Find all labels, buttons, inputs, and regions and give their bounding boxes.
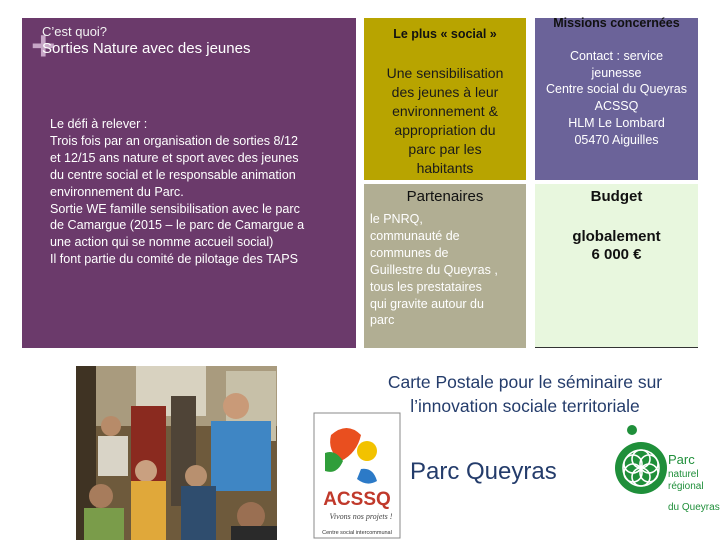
budget-amount: 6 000 € [591,246,642,263]
contact-line: Contact : service [569,49,664,63]
pnr-line3: régional [668,481,704,492]
partenaire-line: communes de [370,245,449,260]
partenaire-line: communauté de [370,228,460,243]
pnr-queyras-logo [608,420,720,520]
partenaire-line: Guillestre du Queyras , [370,262,498,277]
social-line: habitants [416,160,474,176]
contact-line: jeunesse [591,65,642,80]
left-title: Sorties Nature avec des jeunes [42,40,251,57]
pnr-line1: Parc [668,452,695,467]
plus-icon: + [31,22,56,69]
parc-queyras-text: Parc Queyras [410,458,557,485]
partenaires-heading: Partenaires [406,188,484,205]
missions-heading: Missions concernées [553,16,680,30]
intro-label: C’est quoi? [42,24,108,39]
contact-line: ACSSQ [594,99,639,114]
budget-panel [535,184,698,348]
contact-line: Centre social du Queyras [545,82,688,97]
contact-body [535,48,698,148]
defi-line: et 12/15 ans nature et sport avec des jeunes [50,150,299,165]
defi-line: environnement du Parc. [50,184,184,199]
social-heading: Le plus « social » [393,27,497,41]
partenaire-line: parc [370,313,395,328]
missions-panel [535,18,698,180]
social-line: Une sensibilisation [386,65,504,81]
acssq-name: ACSSQ [323,489,391,510]
carte-line: Carte Postale pour le séminaire sur [387,372,663,392]
acssq-logo [311,413,403,540]
carte-line: l’innovation sociale territoriale [410,396,640,416]
group-photo [76,366,277,540]
social-panel [364,18,526,180]
partenaire-line: tous les prestataires [370,279,482,294]
acssq-tagline: Vivons nos projets ! [329,512,393,521]
carte-postale-text [360,370,690,418]
contact-line: HLM Le Lombard [568,115,665,130]
defi-line: une action qui se nomme accueil social) [50,235,274,250]
defi-line: Le défi à relever : [50,117,148,131]
budget-body [535,228,698,264]
budget-heading: Budget [590,188,643,205]
defi-line: du centre social et le responsable animation [50,167,296,182]
partenaire-line: le PNRQ, [370,212,423,226]
defi-line: Trois fois par an organisation de sorties 8/12 [50,133,299,148]
social-line: environnement & [392,103,498,119]
social-line: des jeunes à leur [391,84,499,100]
partenaires-body [370,211,522,329]
defi-text [50,116,350,268]
defi-line: Sortie WE famille sensibilisation avec le parc [50,201,300,216]
pnr-line4: du Queyras [668,502,720,513]
partenaire-line: qui gravite autour du [370,296,484,311]
pnr-line2: naturel [668,469,699,480]
social-line: parc par les [408,141,482,157]
budget-line: globalement [572,228,661,245]
left-panel [22,18,356,348]
partenaires-panel [364,184,526,348]
defi-line: de Camargue (2015 – le parc de Camargue a [50,218,305,233]
acssq-subtitle: Centre social intercommunal [322,530,392,536]
defi-line: Il font partie du comité de pilotage des TAPS [50,252,299,267]
contact-line: 05470 Aiguilles [574,132,659,147]
social-line: appropriation du [394,122,496,138]
social-body [364,64,526,178]
